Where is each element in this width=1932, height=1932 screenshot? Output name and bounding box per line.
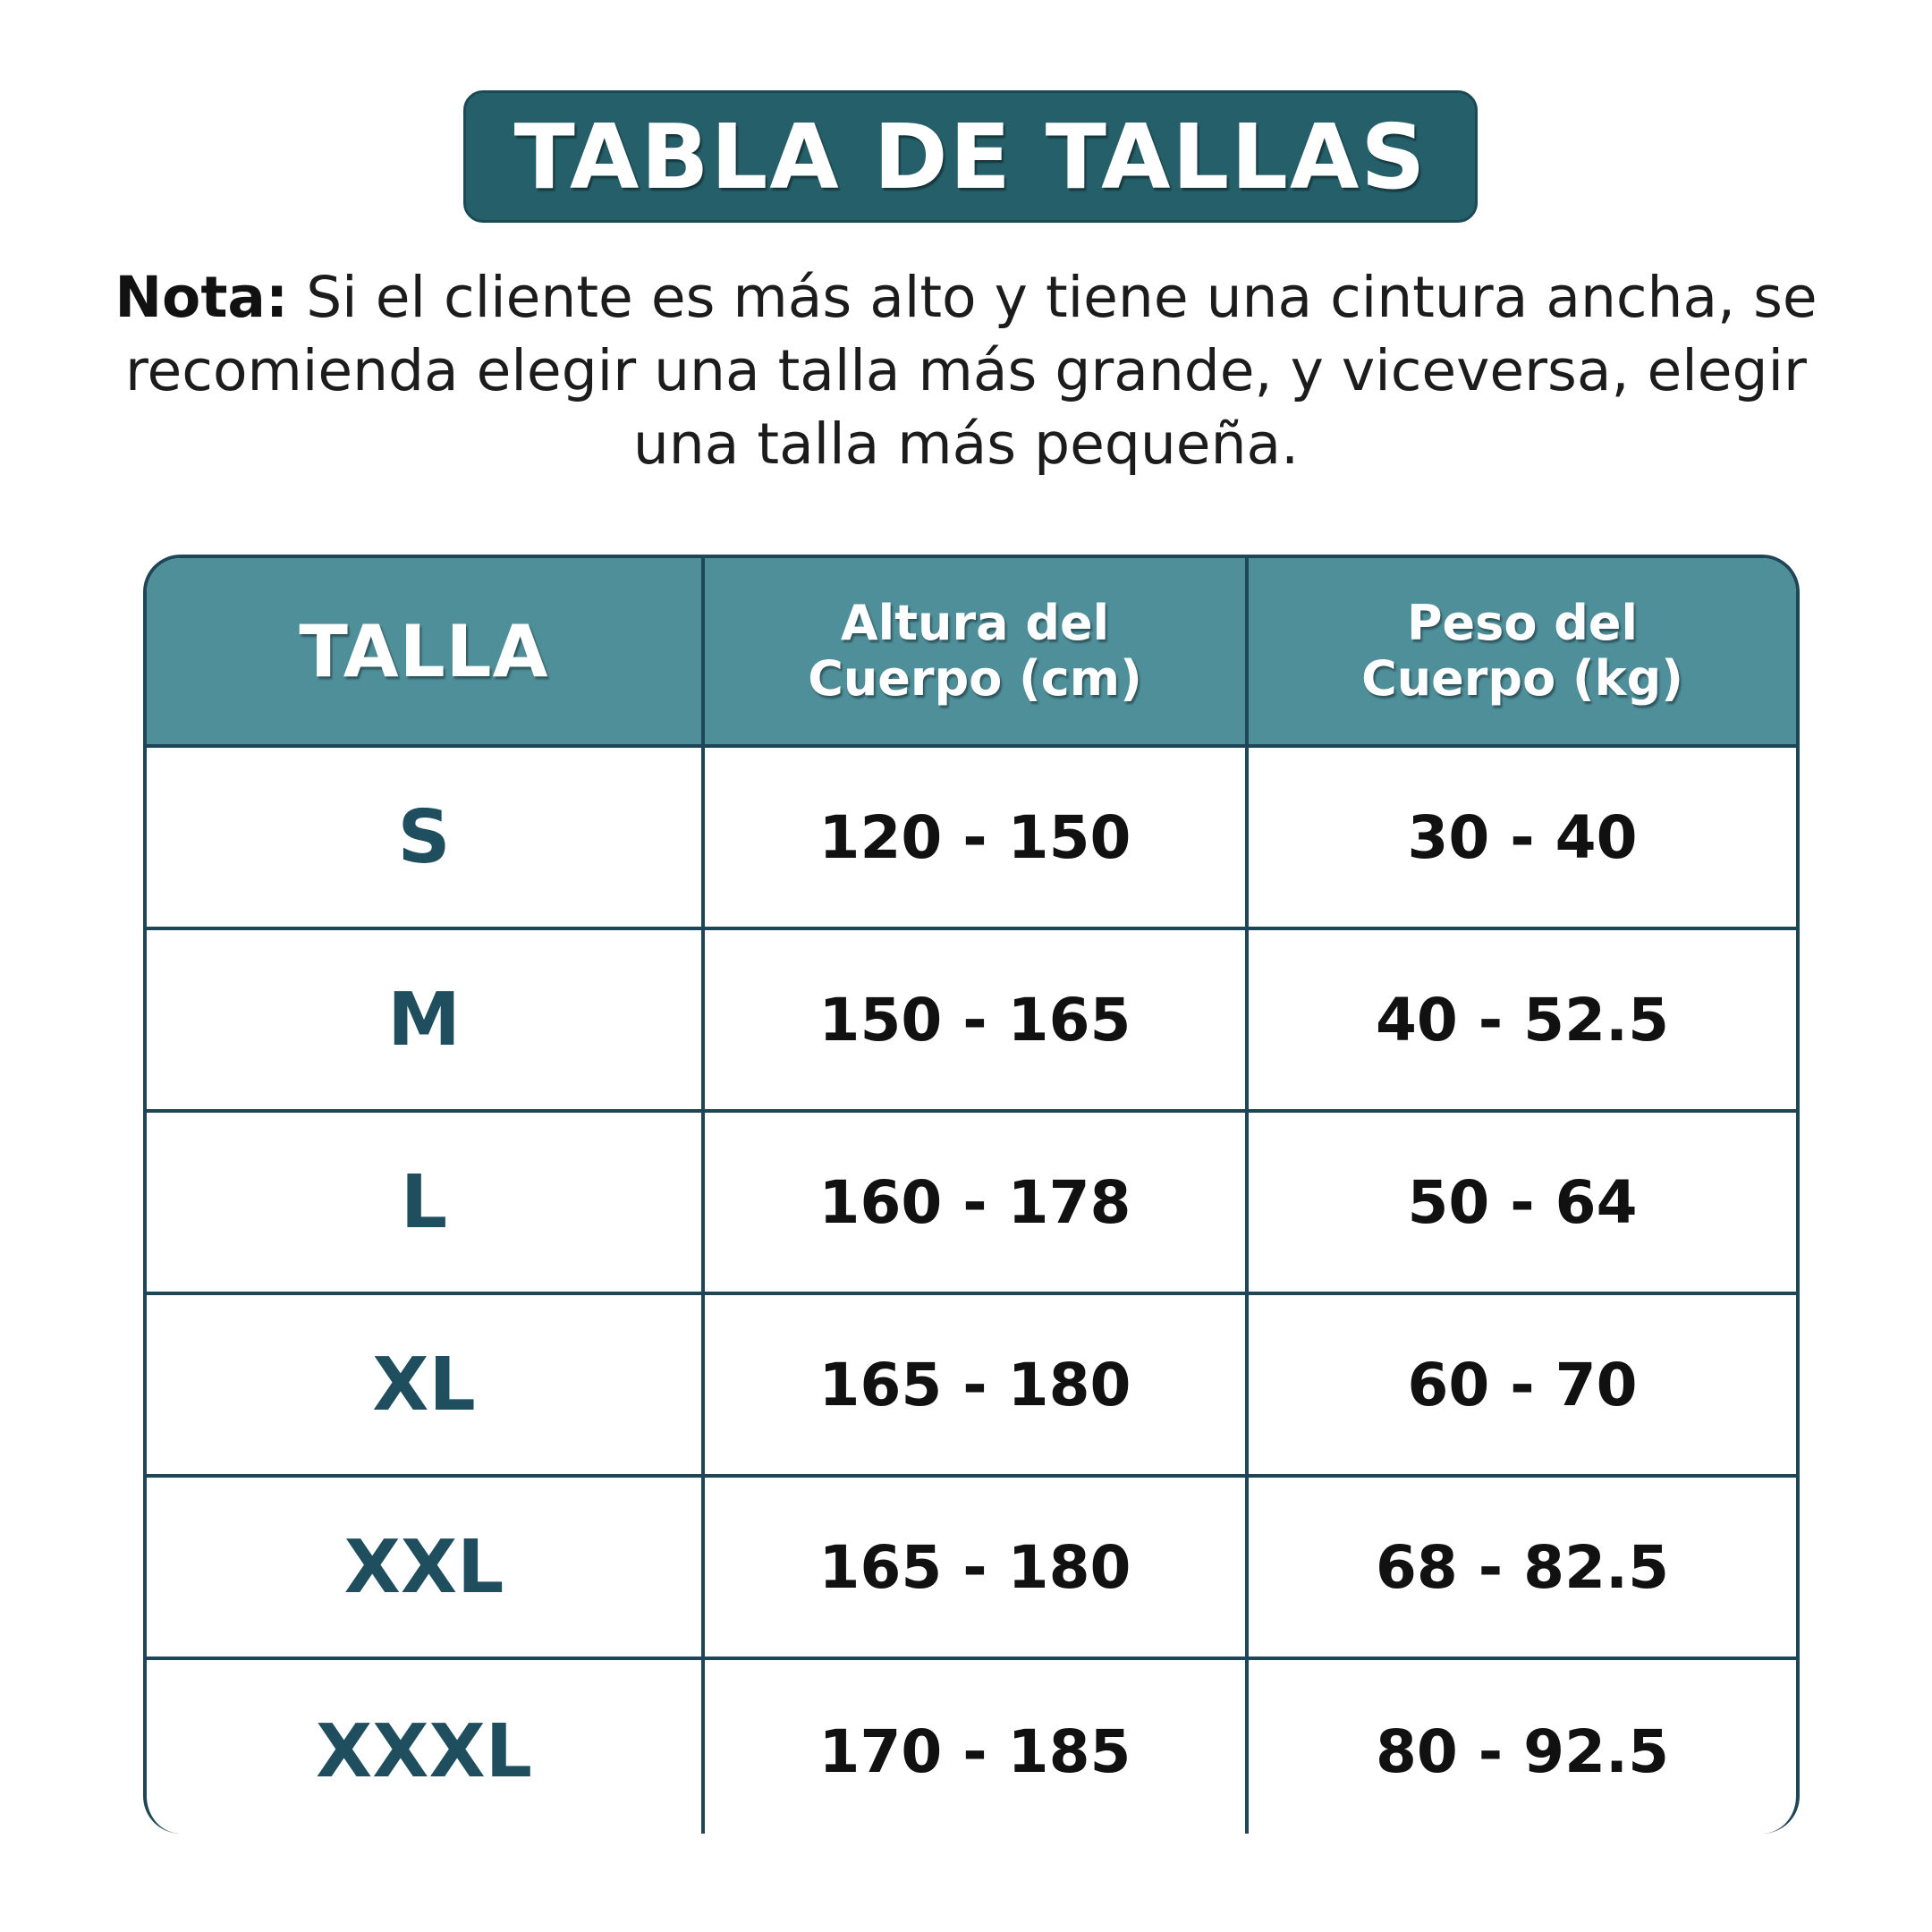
note-text: Si el cliente es más alto y tiene una cintura ancha, se recomienda elegir una talla más grande, y viceversa, elegir una talla más pequeña. [125, 265, 1818, 477]
row-height-cell: 120 - 150 [705, 748, 1249, 930]
page-title: TABLA DE TALLAS [513, 104, 1428, 209]
header-height: Altura del Cuerpo (cm) [705, 558, 1249, 748]
note-label: Nota: [114, 265, 289, 330]
row-weight-cell: 30 - 40 [1249, 748, 1796, 930]
header-weight: Peso del Cuerpo (kg) [1249, 558, 1796, 748]
row-weight-cell: 50 - 64 [1249, 1113, 1796, 1295]
row-size-cell: L [147, 1113, 705, 1295]
row-height-cell: 150 - 165 [705, 930, 1249, 1113]
row-size-cell: S [147, 748, 705, 930]
title-banner [463, 90, 1478, 223]
row-height-cell: 165 - 180 [705, 1295, 1249, 1478]
size-table [143, 555, 1800, 1834]
row-weight-cell: 40 - 52.5 [1249, 930, 1796, 1113]
row-weight-cell: 68 - 82.5 [1249, 1478, 1796, 1660]
row-height-cell: 170 - 185 [705, 1660, 1249, 1834]
row-size-cell: XXXL [147, 1660, 705, 1834]
row-weight-cell: 80 - 92.5 [1375, 1716, 1670, 1786]
row-height-cell: 160 - 178 [705, 1113, 1249, 1295]
row-size-cell: XL [147, 1295, 705, 1478]
size-note [89, 261, 1843, 481]
row-size-cell: M [147, 930, 705, 1113]
row-size-cell: XXL [147, 1478, 705, 1660]
header-size: TALLA [147, 558, 705, 748]
row-height-cell: 165 - 180 [705, 1478, 1249, 1660]
row-weight-cell: 60 - 70 [1249, 1295, 1796, 1478]
